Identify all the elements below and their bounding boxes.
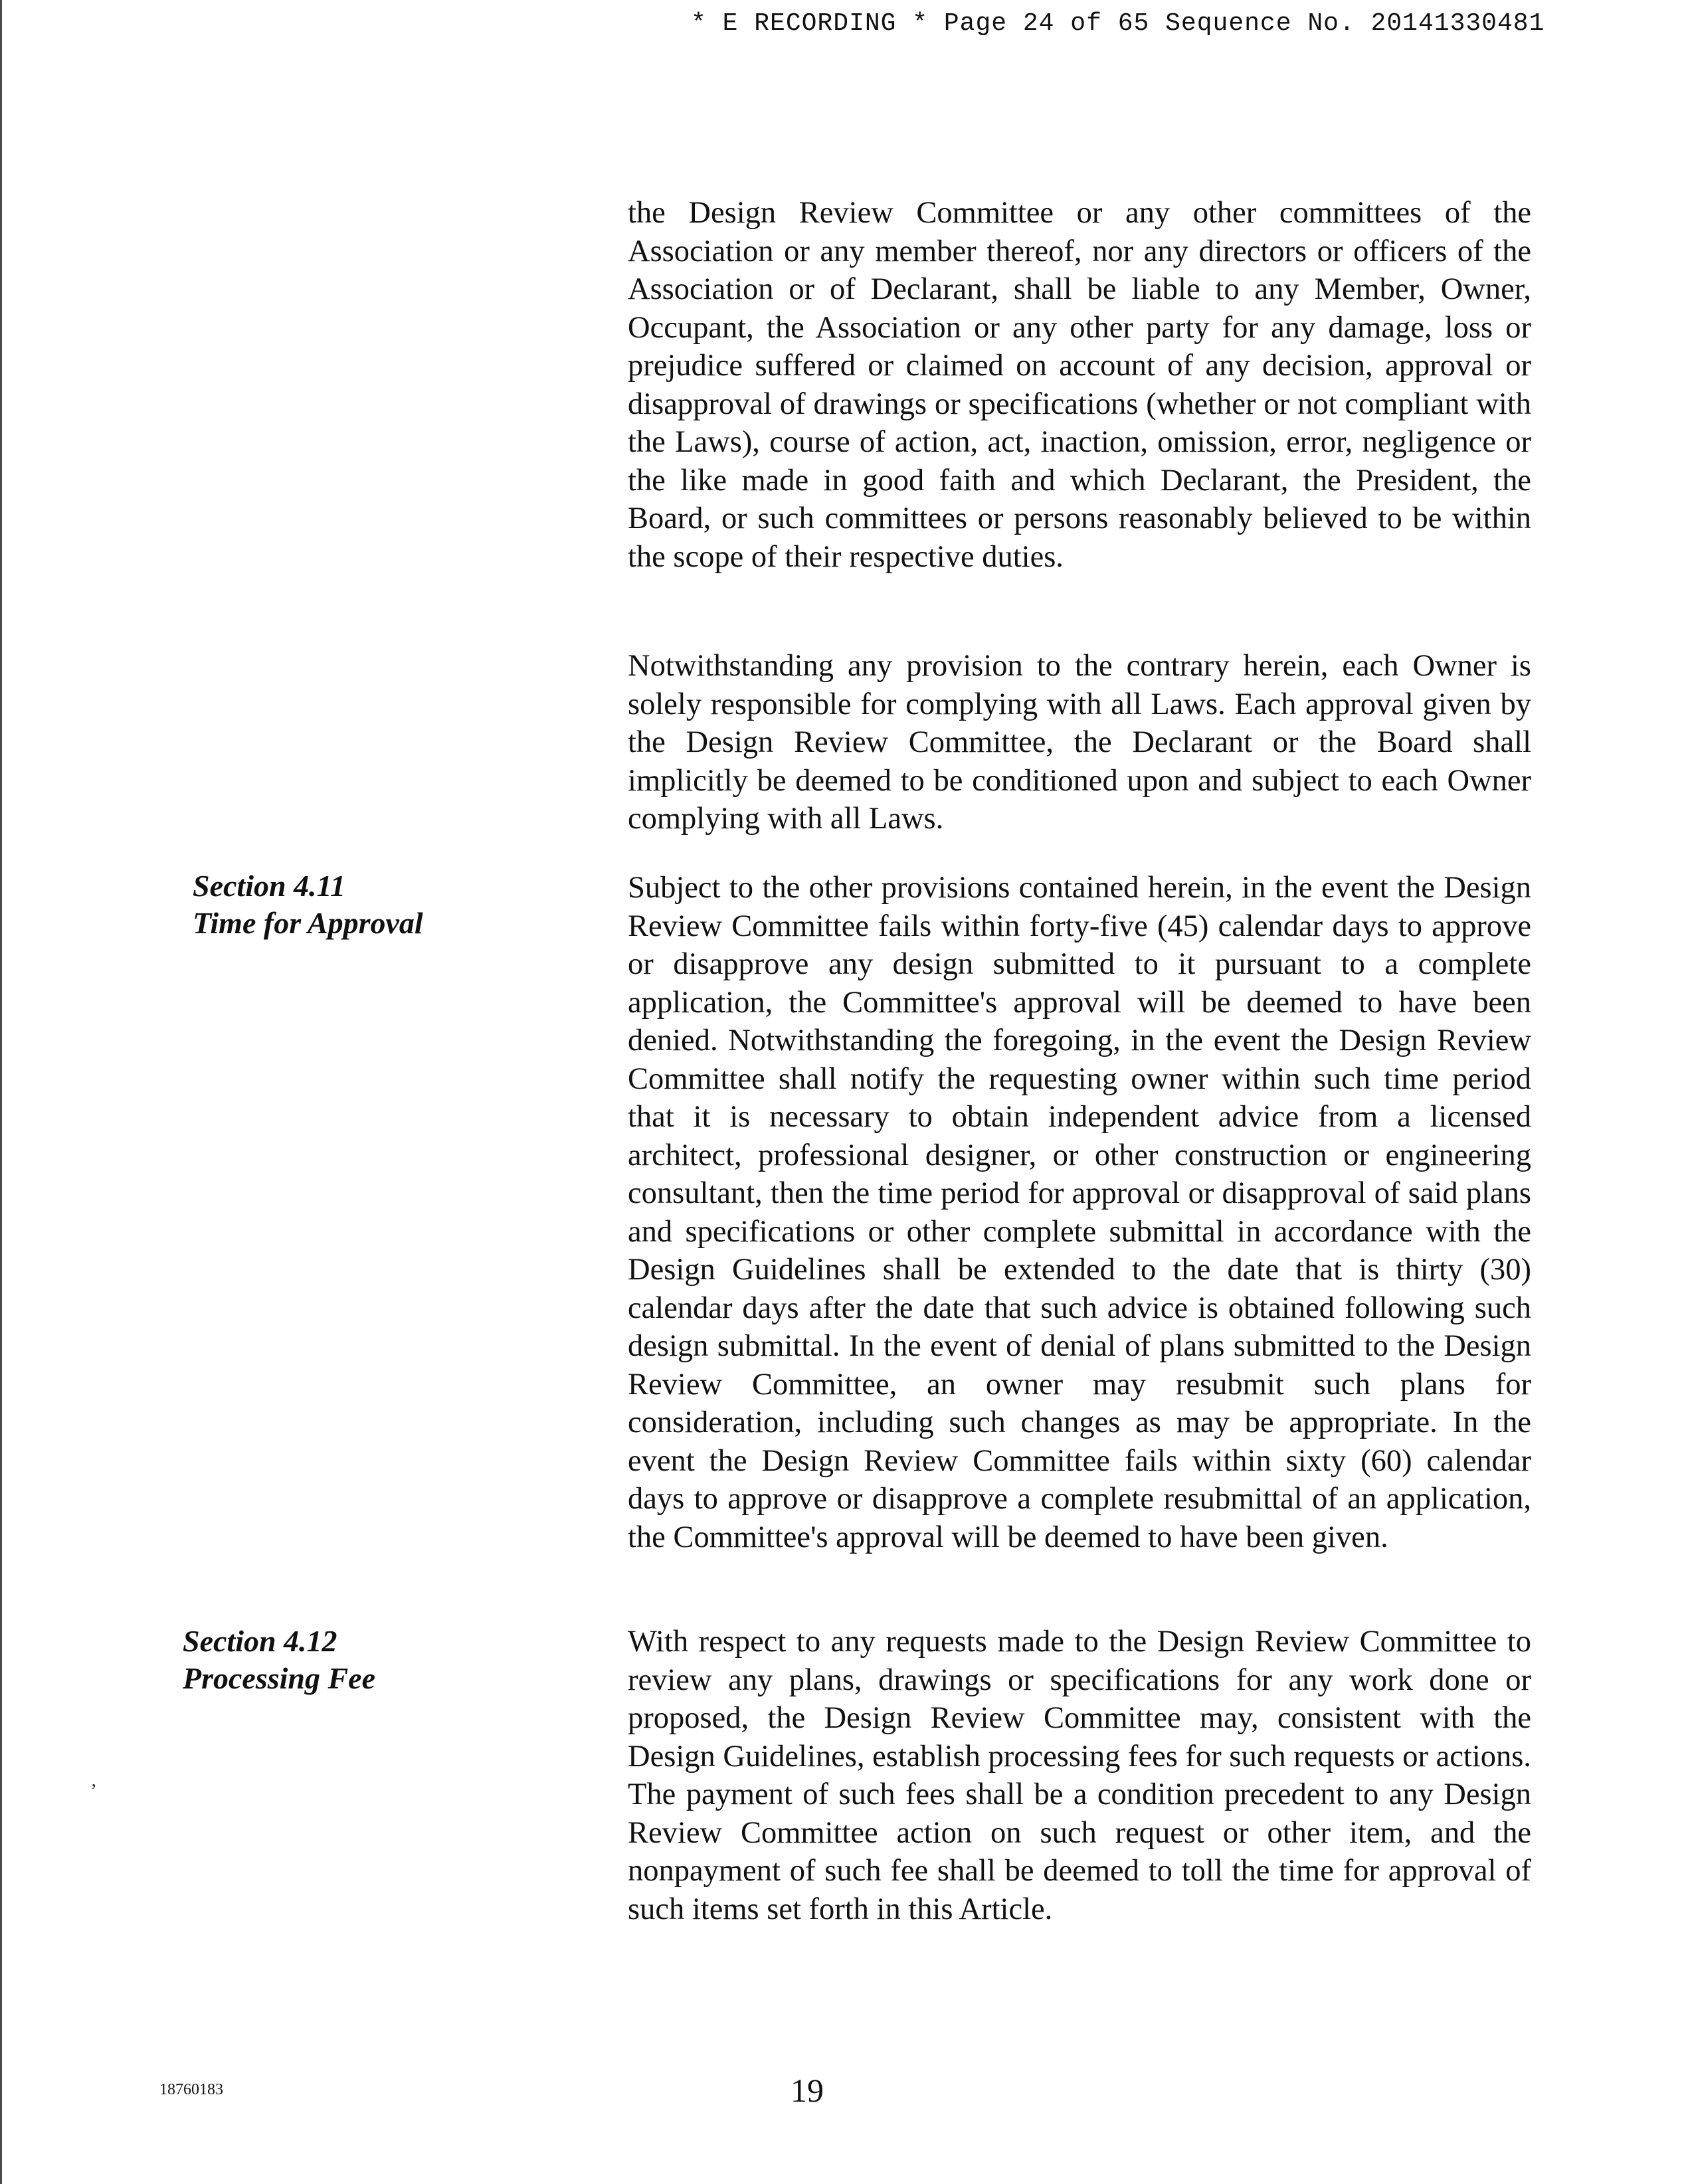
section-number: Section 4.11 [193,869,346,903]
paragraph-processing-fee: With respect to any requests made to the Design Review Committee to review any plans, drawings or specifications for any work done or proposed, the Design Review Committee may, consistent with the Design Guidelines, establish processing fees for such requests or actions. The payment of such fees shall be a condition precedent to any Design Review Committee action on such request or other item, and the nonpayment of such fee shall be deemed to toll the time for approval of such items set forth in this Article. [628,1625,1531,1926]
section-number: Section 4.12 [183,1624,337,1658]
paragraph-liability: the Design Review Committee or any other committees of the Association or any member thereof, nor any directors or officers of the Association or of Declarant, shall be liable to any Member, Owner, Occupant, the Association or any other party for any damage, loss or prejudice suffered or claimed on account of any decision, approval or disapproval of drawings or specifications (whether or not compliant with the Laws), course of action, act, inaction, omission, error, negligence or the like made in good faith and which Declarant, the President, the Board, or such committees or persons reasonably believed to be within the scope of their respective duties. [628,196,1531,574]
section-title: Time for Approval [193,906,423,940]
document-id: 18760183 [159,2081,223,2098]
paragraph-time-for-approval: Subject to the other provisions contained herein, in the event the Design Review Committee fails within forty-five (45) calendar days to approve or disapprove any design submitted to it pursuant to a complete application, the Committee's approval will be deemed to have been denied. Notwithstanding the foregoing, in the event the Design Review Committee shall notify the requesting owner within such time period that it is necessary to obtain independent advice from a licensed architect, professional designer, or other construction or engineering consultant, then the time period for approval or disapproval of said plans and specifications or other complete submittal in accordance with the Design Guidelines shall be extended to the date that is thirty (30) calendar days after the date that such advice is obtained following such design submittal. In the event of denial of plans submitted to the Design Review Committee, an owner may resubmit such plans for consideration, including such changes as may be appropriate. In the event the Design Review Committee fails within sixty (60) calendar days to approve or disapprove a complete resubmittal of an application, the Committee's approval will be deemed to have been given. [628,871,1531,1554]
page-number: 19 [791,2072,824,2109]
section-title: Processing Fee [183,1661,376,1695]
recording-header: * E RECORDING * Page 24 of 65 Sequence No. 20141330481 [691,9,1545,38]
paragraph-compliance: Notwithstanding any provision to the contrary herein, each Owner is solely responsible for complying with all Laws. Each approval given by the Design Review Committee, the Declarant or the Board shall implicitly be deemed to be conditioned upon and subject to each Owner complying with all Laws. [628,649,1531,836]
stray-mark: ʼ [90,1780,97,1802]
section-heading-4-12 [183,1623,375,1697]
left-margin-rule [0,0,2,2184]
section-heading-4-11 [193,867,423,942]
